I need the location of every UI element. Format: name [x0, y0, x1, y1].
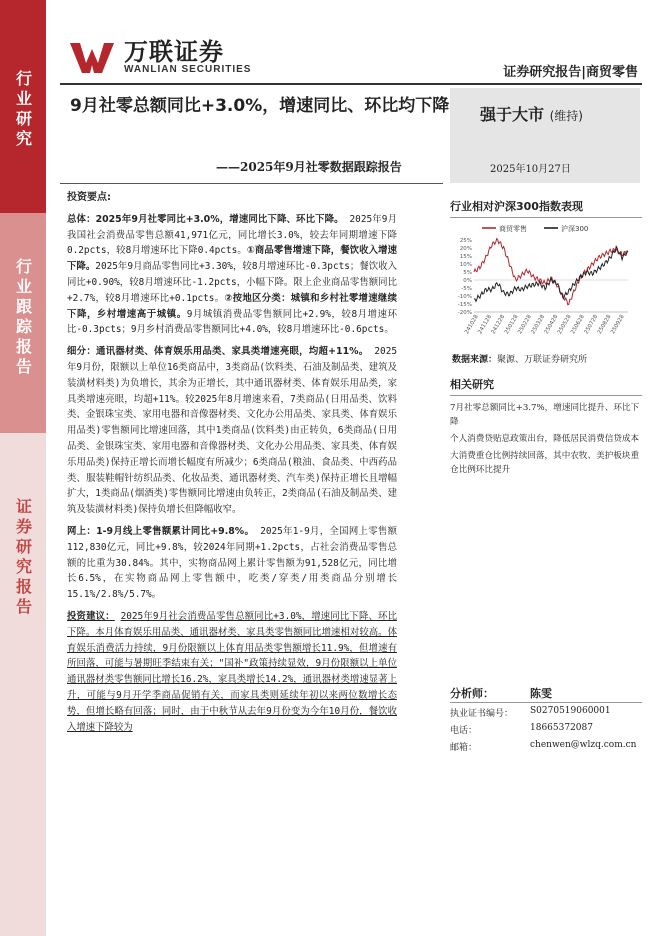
- breakdown-text: 2025年9月份，限额以上单位16类商品中，3类商品(饮料类、石油及制品类、建筑及装潢材料类)为负增长，其余为正增长，其中通讯器材类、体育娱乐用品类，家具类增速亮眼，均超+11%。较2025年8月增速来看，7类商品(日用品类、饮料类、金银珠宝类、家用电器和音像器材类、文化办公用品类、家具类、体育娱乐用品类)零售额同比增速回落，其中1类商品(饮料类)由正转负，6类商品(日用品类、金银珠宝类、家用电器和音像器材类、文化办公用品类、家具类、体育娱乐用品类)保持正增长而增长幅度有所减少；6类商品(粮油、食品类、中西药品类、服装鞋帽针纺织品类、化妆品类、通讯器材类、汽车类)保持正增长且增幅扩大，1类商品(烟酒类)零售额同比增速由负转正，2类商品(石油及制品类、建筑及装潢材料类)保持负增长但降幅收窄。: [67, 346, 397, 516]
- y-tick-label: 0%: [463, 278, 472, 284]
- related-title: 相关研究: [450, 376, 642, 396]
- overall-text-c: 2025年9月商品零售同比+3.30%，较8月增速环比-0.3pcts；餐饮收入同比+0.90%，较8月增速环比-1.2pcts，小幅下降。限上企业商品零售额同比+2.7%，较8月增速环比+0.1pcts。: [67, 261, 397, 304]
- related-list: [450, 401, 642, 477]
- legend-label: 沪深300: [561, 225, 589, 233]
- overall-text-a: 2025年9月我国社会消费品零售总额41,971亿元，同比增长3.0%，较去年同期增速下降0.2pcts，较8月增速环比下降0.4pcts。: [67, 213, 397, 257]
- sidebar-band-securities: [0, 433, 46, 936]
- sidebar-band-tracking: [0, 213, 46, 433]
- report-type: 证券研究报告|商贸零售: [503, 65, 638, 80]
- rating-main: 强于大市: [480, 105, 545, 124]
- header-divider: [60, 83, 642, 85]
- overall-point-1: ①商品零售增速下降，餐饮收入增速下降。: [67, 245, 397, 273]
- x-tick-label: 241228: [490, 314, 507, 336]
- x-tick-label: 250928: [610, 314, 626, 336]
- analyst-label: 分析师：: [450, 687, 494, 700]
- page-title: 9月社零总额同比+3.0%，增速同比、环比均下降: [70, 96, 450, 116]
- related-research: [450, 376, 642, 480]
- email-value[interactable]: chenwen@wlzq.com.cn: [530, 740, 637, 750]
- sidebar-band-industry: [0, 0, 46, 213]
- data-source-value: 聚源、万联证券研究所: [497, 355, 588, 365]
- y-tick-label: -15%: [457, 302, 472, 308]
- x-tick-label: 250528: [556, 314, 573, 336]
- online-text: 2025年1-9月，全国网上零售额112,830亿元，同比+9.8%，较2024年同期+1.2pcts，占社会消费品零售总额的比重为30.84%。其中，实物商品网上累计零售额为91,528亿元，同比增长6.5%，在实物商品网上零售额中，吃类/穿类/用类商品分别增长15.1%/2.8%/5.7%。: [67, 525, 397, 601]
- email-label: 邮箱：: [450, 743, 478, 753]
- legend-label: 商贸零售: [499, 225, 527, 233]
- paragraph-online: [67, 524, 397, 603]
- suggestion-text: 2025年9月社会消费品零售总额同比+3.0%，增速同比下降、环比下降。本月体育娱乐用品类、通讯器材类、家具类零售额同比增速相对较高。体育娱乐消费活力持续，9月份限额以上体育用品类零售额增长11.9%，但增速有所回落，可能与暑期旺季结束有关；"国补"政策持续显效，9月份限额以上单位通讯器材类零售额同比增长16.2%，家具类增长14.2%，通讯器材类增速显著上升，可能与9月开学季商品促销有关，而家具类则延续年初以来两位数增长态势，但增长略有回落；同时，由于中秋节从去年9月份变为今年10月份，餐饮收入增速下降较为: [67, 610, 397, 733]
- related-item[interactable]: 个人消费贷贴息政策出台，降低居民消费信贷成本: [450, 434, 640, 444]
- logo-text-cn: 万联证券: [124, 38, 224, 66]
- y-tick-label: 15%: [459, 254, 472, 260]
- x-tick-label: 241028: [464, 314, 480, 336]
- suggestion-lead: 投资建议：: [67, 610, 115, 622]
- phone-label: 电话：: [450, 726, 478, 736]
- y-tick-label: 25%: [459, 238, 472, 244]
- paragraph-suggestion: [67, 609, 397, 735]
- series-line-0: [474, 239, 628, 305]
- analyst-email-row: [450, 740, 637, 753]
- chart-section: [450, 198, 642, 218]
- x-tick-label: 250828: [596, 314, 613, 336]
- chart-section-title: 行业相对沪深300指数表现: [450, 198, 642, 218]
- related-item[interactable]: 7月社零总额同比+3.7%，增速同比提升、环比下降: [450, 403, 640, 427]
- x-tick-label: 250428: [543, 314, 560, 336]
- y-tick-label: -20%: [457, 310, 472, 316]
- y-tick-label: 5%: [463, 270, 472, 276]
- x-tick-label: 250728: [583, 314, 600, 336]
- paragraph-overall: [67, 212, 397, 338]
- sidebar-label-tracking-report: 行业跟踪报告: [13, 258, 33, 378]
- y-tick-label: 20%: [459, 246, 472, 252]
- rating: [480, 102, 583, 125]
- y-tick-label: -5%: [461, 286, 472, 292]
- breakdown-lead: 细分：通讯器材类、体育娱乐用品类、家具类增速亮眼，均超+11%。: [67, 346, 369, 358]
- overall-point-2: ②按地区分类：城镇和乡村社零增速继续下降，乡村增速高于城镇。: [67, 292, 397, 320]
- analyst-name: 陈雯: [530, 687, 552, 700]
- license-value: S0270519060001: [530, 706, 611, 716]
- section-divider: [60, 183, 443, 184]
- phone-value: 18665372087: [530, 723, 593, 733]
- license-label: 执业证书编号：: [450, 709, 514, 719]
- x-tick-label: 250228: [517, 314, 533, 336]
- related-item[interactable]: 大消费重仓比例持续回落，其中农牧、美护板块重仓比例环比提升: [450, 451, 640, 475]
- overall-text-e: 9月城镇消费品零售额同比+2.9%，较8月增速环比-0.3pcts；9月乡村消费品零售额同比+4.0%，较8月增速环比-0.6pcts。: [67, 308, 397, 336]
- analyst-license-row: [450, 706, 611, 719]
- data-source: [452, 352, 587, 365]
- analyst-phone-row: [450, 723, 593, 736]
- logo-text-en: WANLIAN SECURITIES: [124, 64, 252, 75]
- main-content: [67, 190, 397, 741]
- overall-lead: 总体：2025年9月社零同比+3.0%，增速同比下降、环比下降。: [67, 213, 344, 225]
- x-tick-label: 250128: [503, 314, 520, 336]
- y-tick-label: 10%: [459, 262, 472, 268]
- report-date: 2025年10月27日: [490, 164, 571, 175]
- rating-note: (维持): [549, 109, 583, 123]
- x-tick-label: 241128: [477, 314, 494, 336]
- investment-heading: 投资要点:: [67, 192, 111, 203]
- online-lead: 网上：1-9月线上零售额累计同比+9.8%。: [67, 525, 255, 537]
- sidebar-label-industry-research: 行业研究: [13, 70, 33, 150]
- index-performance-chart: [452, 222, 634, 347]
- y-tick-label: -10%: [457, 294, 472, 300]
- company-logo: [70, 40, 251, 75]
- page-subtitle: ——2025年9月社零数据跟踪报告: [216, 160, 402, 174]
- x-tick-label: 250628: [570, 314, 586, 336]
- sidebar-label-securities-report: 证券研究报告: [13, 498, 33, 618]
- paragraph-breakdown: [67, 344, 397, 518]
- data-source-label: 数据来源：: [452, 355, 498, 365]
- x-tick-label: 250328: [530, 314, 547, 336]
- logo-w-icon: [70, 43, 118, 73]
